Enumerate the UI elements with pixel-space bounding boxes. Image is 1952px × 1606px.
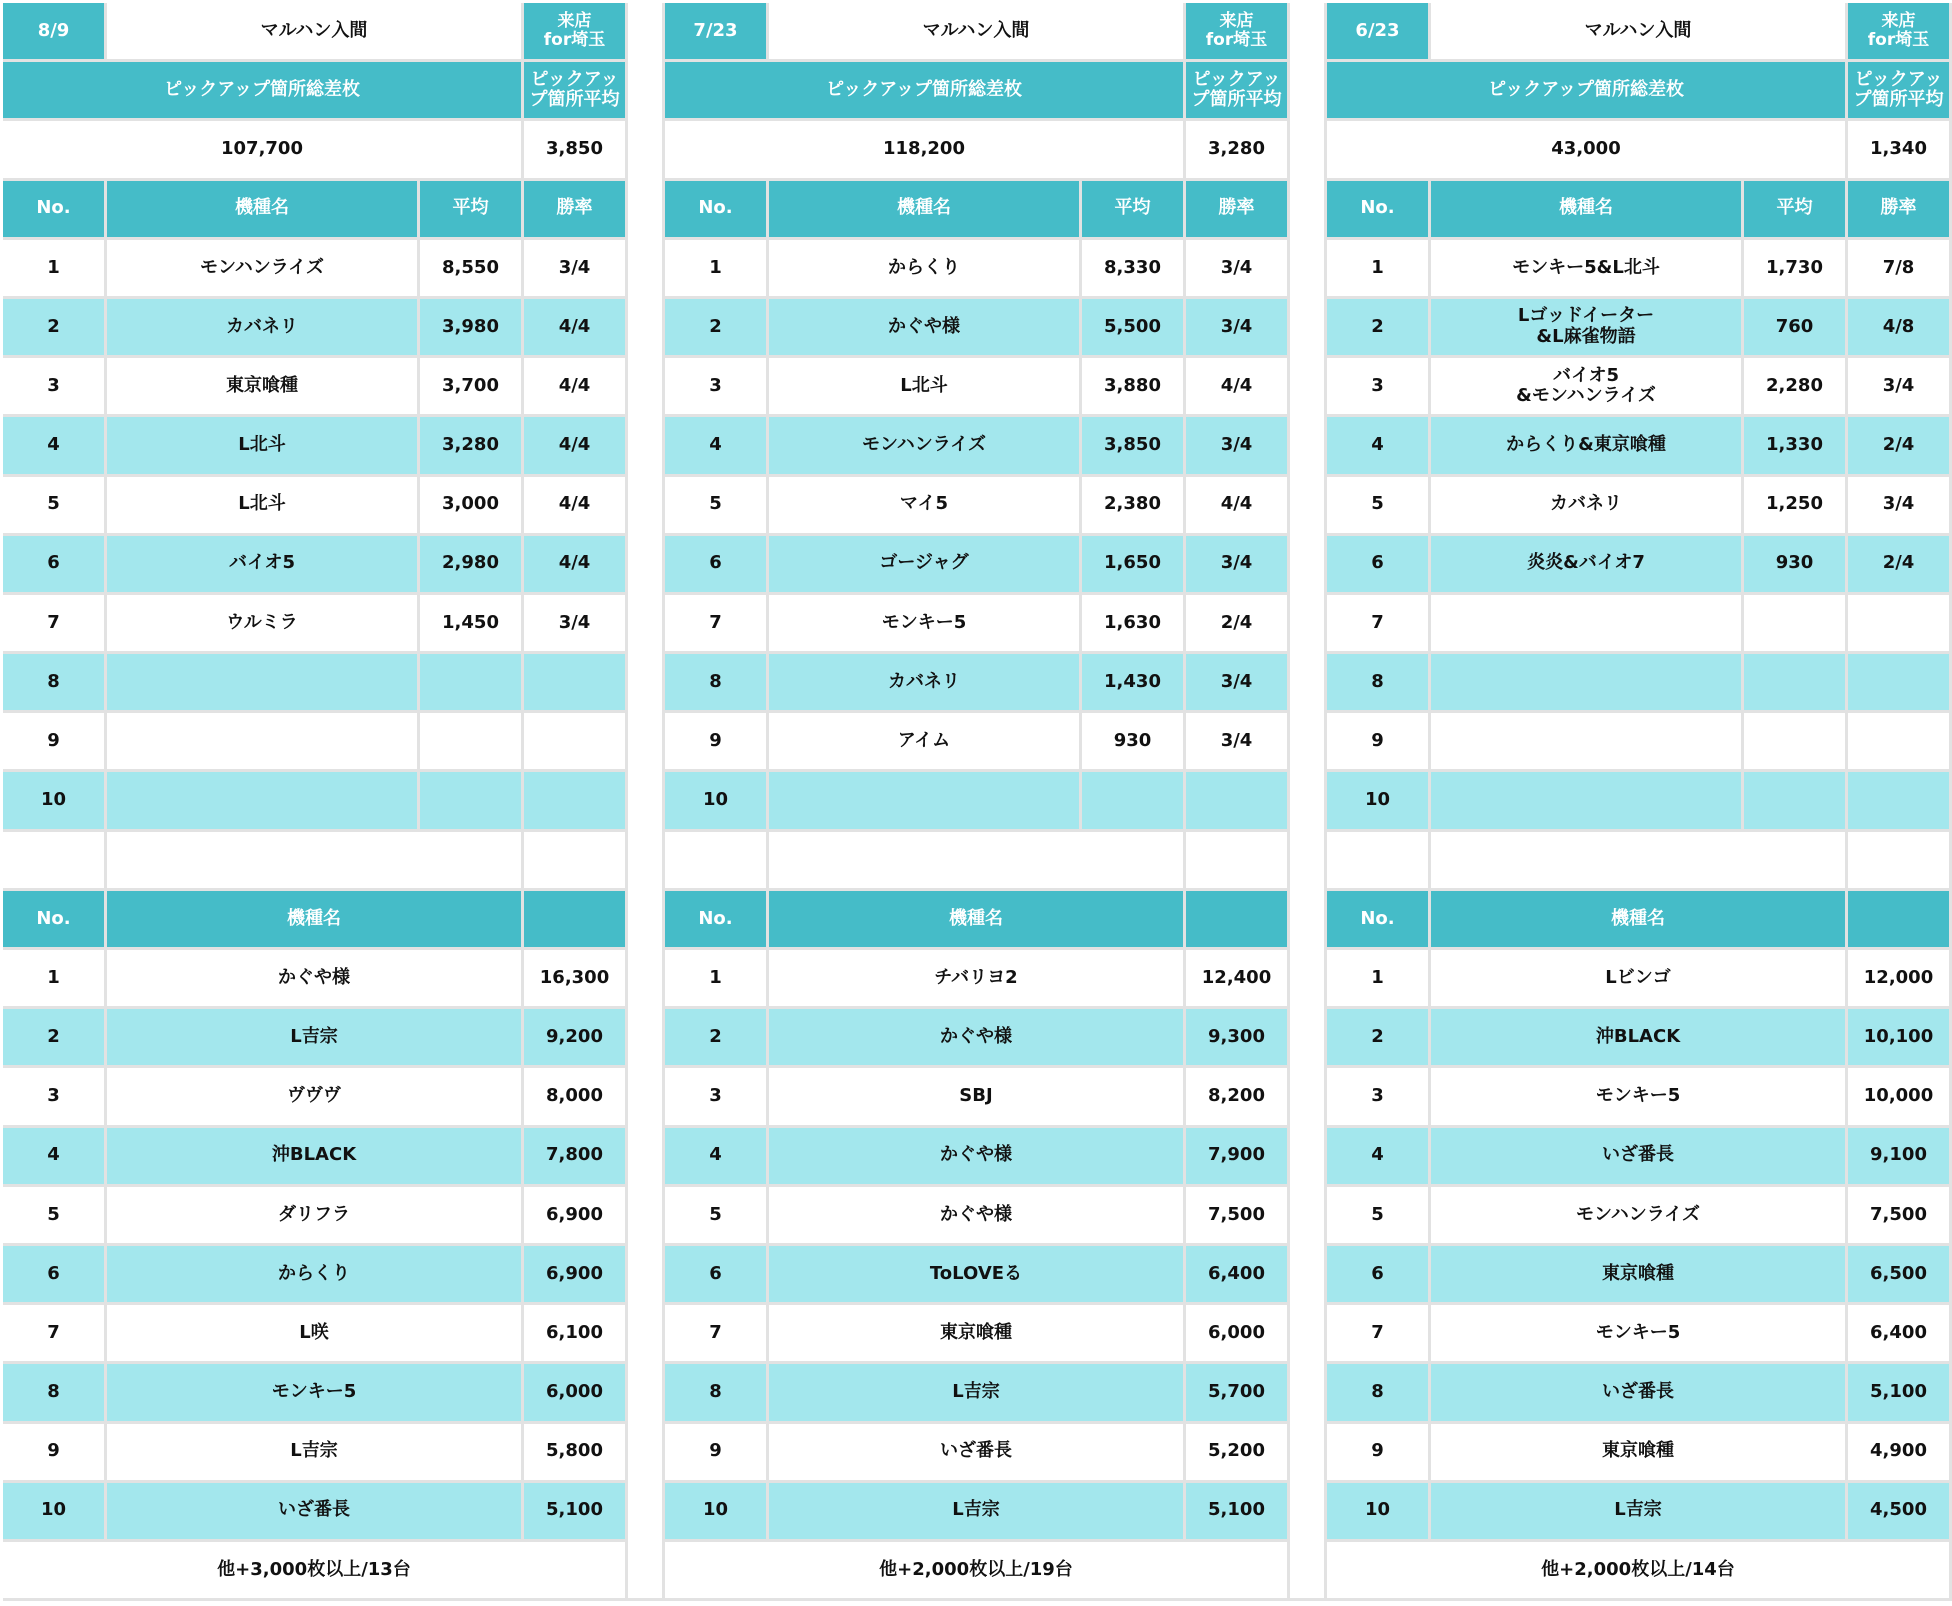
top-row-no: 1 [1327, 950, 1431, 1009]
rank-row-name: L北斗 [107, 417, 420, 476]
spacer-cell [1431, 832, 1848, 891]
panel-footer: 他+3,000枚以上/13台 [3, 1542, 628, 1601]
top-row-name: L咲 [107, 1305, 524, 1364]
rank-row-avg: 2,280 [1744, 358, 1848, 417]
top-header-value [524, 891, 628, 950]
top-row-value: 5,200 [1186, 1424, 1290, 1483]
rank-row-name [1431, 654, 1744, 713]
top-row-no: 3 [665, 1068, 769, 1127]
top-row-name: ToLOVEる [769, 1246, 1186, 1305]
top-row-name: Lビンゴ [1431, 950, 1848, 1009]
top-row-no: 6 [3, 1246, 107, 1305]
rank-row-avg: 2,980 [420, 536, 524, 595]
rank-header-name: 機種名 [769, 181, 1082, 240]
rank-row-avg [1744, 654, 1848, 713]
top-header-value [1186, 891, 1290, 950]
rank-row-avg [1744, 713, 1848, 772]
total-label: ピックアップ箇所総差枚 [1327, 62, 1848, 121]
rank-row-no: 2 [3, 299, 107, 358]
total-value: 118,200 [665, 121, 1186, 180]
rank-row-win: 4/4 [524, 358, 628, 417]
top-row-name: 沖BLACK [1431, 1009, 1848, 1068]
avg-value: 3,280 [1186, 121, 1290, 180]
spacer-cell [3, 832, 107, 891]
rank-row-no: 5 [1327, 477, 1431, 536]
rank-row-win: 3/4 [1186, 713, 1290, 772]
top-row-no: 3 [3, 1068, 107, 1127]
rank-row-avg [420, 713, 524, 772]
rank-row-win: 4/4 [524, 477, 628, 536]
rank-row-avg: 930 [1744, 536, 1848, 595]
rank-row-name: モンハンライズ [107, 240, 420, 299]
top-row-value: 6,000 [524, 1364, 628, 1423]
rank-row-no: 9 [3, 713, 107, 772]
rank-row-win: 7/8 [1848, 240, 1952, 299]
top-row-value: 9,100 [1848, 1128, 1952, 1187]
total-label: ピックアップ箇所総差枚 [3, 62, 524, 121]
top-row-value: 5,700 [1186, 1364, 1290, 1423]
top-row-name: モンキー5 [1431, 1305, 1848, 1364]
rank-header-no: No. [665, 181, 769, 240]
store-name: マルハン入間 [769, 3, 1186, 62]
top-row-name: L吉宗 [107, 1424, 524, 1483]
top-row-value: 4,500 [1848, 1483, 1952, 1542]
rank-row-avg: 1,650 [1082, 536, 1186, 595]
rank-row-avg: 1,330 [1744, 417, 1848, 476]
rank-row-no: 8 [3, 654, 107, 713]
top-row-name: モンハンライズ [1431, 1187, 1848, 1246]
spacer-cell [665, 832, 769, 891]
rank-header-no: No. [1327, 181, 1431, 240]
store-name: マルハン入間 [107, 3, 524, 62]
rank-row-no: 9 [665, 713, 769, 772]
panel-footer: 他+2,000枚以上/19台 [665, 1542, 1290, 1601]
rank-row-avg [420, 772, 524, 831]
top-row-name: からくり [107, 1246, 524, 1305]
top-row-value: 7,900 [1186, 1128, 1290, 1187]
panel-date: 6/23 [1327, 3, 1431, 62]
spacer-cell [1327, 832, 1431, 891]
total-value: 107,700 [3, 121, 524, 180]
top-row-name: L吉宗 [769, 1483, 1186, 1542]
rank-row-no: 3 [1327, 358, 1431, 417]
event-label: 来店 for埼玉 [1186, 3, 1290, 62]
top-header-name: 機種名 [1431, 891, 1848, 950]
panel-footer: 他+2,000枚以上/14台 [1327, 1542, 1952, 1601]
rank-row-win [1848, 713, 1952, 772]
spacer-cell [769, 832, 1186, 891]
rank-row-avg [1744, 595, 1848, 654]
top-row-no: 9 [1327, 1424, 1431, 1483]
rank-row-avg [1744, 772, 1848, 831]
top-row-no: 6 [665, 1246, 769, 1305]
rank-row-no: 4 [1327, 417, 1431, 476]
total-value: 43,000 [1327, 121, 1848, 180]
top-row-value: 9,200 [524, 1009, 628, 1068]
top-row-no: 2 [1327, 1009, 1431, 1068]
rank-row-name [1431, 595, 1744, 654]
top-row-name: いざ番長 [769, 1424, 1186, 1483]
rank-row-no: 4 [3, 417, 107, 476]
top-row-name: L吉宗 [769, 1364, 1186, 1423]
rank-row-no: 1 [1327, 240, 1431, 299]
top-row-value: 7,800 [524, 1128, 628, 1187]
top-row-no: 8 [1327, 1364, 1431, 1423]
top-row-value: 6,500 [1848, 1246, 1952, 1305]
rank-row-name: バイオ5 [107, 536, 420, 595]
rank-row-win: 4/4 [524, 417, 628, 476]
top-row-no: 4 [1327, 1128, 1431, 1187]
rank-row-no: 2 [1327, 299, 1431, 358]
top-row-no: 4 [665, 1128, 769, 1187]
rank-row-no: 1 [3, 240, 107, 299]
top-row-name: ダリフラ [107, 1187, 524, 1246]
top-row-name: 東京喰種 [1431, 1424, 1848, 1483]
rank-row-win: 4/4 [1186, 477, 1290, 536]
top-row-value: 6,100 [524, 1305, 628, 1364]
rank-row-win [1848, 772, 1952, 831]
panel-date: 7/23 [665, 3, 769, 62]
top-row-value: 5,100 [524, 1483, 628, 1542]
rank-row-avg: 3,700 [420, 358, 524, 417]
column-separator [1290, 3, 1327, 1601]
rank-row-avg: 930 [1082, 713, 1186, 772]
top-header-no: No. [665, 891, 769, 950]
rank-row-no: 3 [665, 358, 769, 417]
rank-row-name: カバネリ [107, 299, 420, 358]
rank-row-avg: 1,450 [420, 595, 524, 654]
top-row-name: 沖BLACK [107, 1128, 524, 1187]
rank-row-name: 東京喰種 [107, 358, 420, 417]
results-grid [3, 3, 1952, 1601]
rank-row-name: モンキー5&L北斗 [1431, 240, 1744, 299]
rank-header-avg: 平均 [420, 181, 524, 240]
top-row-name: かぐや様 [107, 950, 524, 1009]
rank-row-name: カバネリ [1431, 477, 1744, 536]
rank-row-name: Lゴッドイーター &L麻雀物語 [1431, 299, 1744, 358]
top-row-name: かぐや様 [769, 1128, 1186, 1187]
top-row-value: 4,900 [1848, 1424, 1952, 1483]
rank-row-avg [1082, 772, 1186, 831]
top-row-value: 10,000 [1848, 1068, 1952, 1127]
top-row-no: 5 [1327, 1187, 1431, 1246]
rank-row-win: 3/4 [1848, 477, 1952, 536]
rank-row-avg: 3,980 [420, 299, 524, 358]
top-row-no: 3 [1327, 1068, 1431, 1127]
rank-row-name: L北斗 [107, 477, 420, 536]
rank-row-name: からくり&東京喰種 [1431, 417, 1744, 476]
avg-value: 1,340 [1848, 121, 1952, 180]
rank-row-name [107, 713, 420, 772]
rank-row-no: 2 [665, 299, 769, 358]
avg-label: ピックアップ箇所平均 [1186, 62, 1290, 121]
rank-row-name: マイ5 [769, 477, 1082, 536]
rank-row-avg: 3,280 [420, 417, 524, 476]
rank-row-win: 4/8 [1848, 299, 1952, 358]
rank-row-win [524, 654, 628, 713]
rank-row-no: 5 [3, 477, 107, 536]
rank-header-win: 勝率 [1848, 181, 1952, 240]
rank-row-win: 2/4 [1848, 536, 1952, 595]
top-row-name: いざ番長 [107, 1483, 524, 1542]
top-row-name: ヴヴヴ [107, 1068, 524, 1127]
spacer-cell [1848, 832, 1952, 891]
rank-row-avg: 1,630 [1082, 595, 1186, 654]
rank-row-no: 1 [665, 240, 769, 299]
top-row-no: 2 [3, 1009, 107, 1068]
rank-row-win: 2/4 [1186, 595, 1290, 654]
avg-label: ピックアップ箇所平均 [524, 62, 628, 121]
rank-row-avg: 3,850 [1082, 417, 1186, 476]
top-header-value [1848, 891, 1952, 950]
top-row-value: 9,300 [1186, 1009, 1290, 1068]
rank-row-win: 3/4 [1186, 536, 1290, 595]
rank-row-win: 3/4 [1186, 240, 1290, 299]
store-name: マルハン入間 [1431, 3, 1848, 62]
total-label: ピックアップ箇所総差枚 [665, 62, 1186, 121]
top-row-value: 6,900 [524, 1246, 628, 1305]
top-row-name: かぐや様 [769, 1009, 1186, 1068]
rank-row-no: 7 [665, 595, 769, 654]
spacer-cell [524, 832, 628, 891]
rank-row-name [1431, 713, 1744, 772]
rank-header-avg: 平均 [1744, 181, 1848, 240]
rank-row-name: ゴージャグ [769, 536, 1082, 595]
panel-date: 8/9 [3, 3, 107, 62]
rank-row-win: 4/4 [1186, 358, 1290, 417]
avg-label: ピックアップ箇所平均 [1848, 62, 1952, 121]
spacer-cell [1186, 832, 1290, 891]
top-row-no: 4 [3, 1128, 107, 1187]
top-row-value: 6,400 [1848, 1305, 1952, 1364]
event-label: 来店 for埼玉 [1848, 3, 1952, 62]
top-row-value: 5,100 [1848, 1364, 1952, 1423]
top-row-no: 8 [665, 1364, 769, 1423]
top-row-value: 10,100 [1848, 1009, 1952, 1068]
top-row-value: 5,100 [1186, 1483, 1290, 1542]
top-row-no: 7 [3, 1305, 107, 1364]
top-row-value: 12,400 [1186, 950, 1290, 1009]
rank-row-name: L北斗 [769, 358, 1082, 417]
rank-row-name [1431, 772, 1744, 831]
rank-row-win [524, 772, 628, 831]
event-label: 来店 for埼玉 [524, 3, 628, 62]
top-header-name: 機種名 [107, 891, 524, 950]
rank-row-name: モンハンライズ [769, 417, 1082, 476]
top-row-no: 1 [665, 950, 769, 1009]
top-row-value: 12,000 [1848, 950, 1952, 1009]
top-header-name: 機種名 [769, 891, 1186, 950]
top-row-no: 7 [665, 1305, 769, 1364]
top-row-value: 5,800 [524, 1424, 628, 1483]
rank-row-no: 4 [665, 417, 769, 476]
rank-row-win: 3/4 [1186, 417, 1290, 476]
top-row-no: 5 [3, 1187, 107, 1246]
rank-row-win: 3/4 [1848, 358, 1952, 417]
top-row-name: かぐや様 [769, 1187, 1186, 1246]
rank-row-name [107, 654, 420, 713]
rank-row-no: 3 [3, 358, 107, 417]
rank-row-name: モンキー5 [769, 595, 1082, 654]
top-row-value: 7,500 [1186, 1187, 1290, 1246]
top-row-name: モンキー5 [107, 1364, 524, 1423]
top-row-name: いざ番長 [1431, 1128, 1848, 1187]
top-row-value: 6,000 [1186, 1305, 1290, 1364]
rank-row-avg: 3,000 [420, 477, 524, 536]
spacer-cell [107, 832, 524, 891]
top-row-no: 9 [3, 1424, 107, 1483]
rank-row-avg: 3,880 [1082, 358, 1186, 417]
rank-row-avg: 2,380 [1082, 477, 1186, 536]
rank-row-avg: 8,330 [1082, 240, 1186, 299]
rank-header-win: 勝率 [1186, 181, 1290, 240]
top-row-name: L吉宗 [107, 1009, 524, 1068]
rank-row-win [1848, 595, 1952, 654]
top-row-value: 16,300 [524, 950, 628, 1009]
rank-row-no: 8 [1327, 654, 1431, 713]
rank-row-win: 3/4 [1186, 654, 1290, 713]
rank-row-name [107, 772, 420, 831]
rank-row-win [1848, 654, 1952, 713]
top-row-value: 8,000 [524, 1068, 628, 1127]
top-row-no: 10 [1327, 1483, 1431, 1542]
rank-row-name: からくり [769, 240, 1082, 299]
top-row-no: 10 [3, 1483, 107, 1542]
rank-row-name: 炎炎&バイオ7 [1431, 536, 1744, 595]
top-row-name: いざ番長 [1431, 1364, 1848, 1423]
rank-row-no: 5 [665, 477, 769, 536]
top-header-no: No. [1327, 891, 1431, 950]
top-row-value: 6,400 [1186, 1246, 1290, 1305]
rank-header-win: 勝率 [524, 181, 628, 240]
rank-header-name: 機種名 [1431, 181, 1744, 240]
top-row-no: 7 [1327, 1305, 1431, 1364]
rank-row-name: アイム [769, 713, 1082, 772]
rank-header-no: No. [3, 181, 107, 240]
top-row-name: SBJ [769, 1068, 1186, 1127]
rank-row-no: 7 [1327, 595, 1431, 654]
top-row-name: モンキー5 [1431, 1068, 1848, 1127]
rank-row-avg: 1,730 [1744, 240, 1848, 299]
rank-row-name: ウルミラ [107, 595, 420, 654]
top-row-no: 8 [3, 1364, 107, 1423]
rank-row-win: 4/4 [524, 536, 628, 595]
top-row-no: 5 [665, 1187, 769, 1246]
rank-row-no: 6 [1327, 536, 1431, 595]
rank-row-name [769, 772, 1082, 831]
rank-row-win [1186, 772, 1290, 831]
column-separator [628, 3, 665, 1601]
rank-row-avg [420, 654, 524, 713]
rank-row-win: 3/4 [524, 595, 628, 654]
rank-row-no: 10 [3, 772, 107, 831]
top-row-name: チバリヨ2 [769, 950, 1186, 1009]
top-row-name: L吉宗 [1431, 1483, 1848, 1542]
rank-row-win: 2/4 [1848, 417, 1952, 476]
rank-row-win: 3/4 [524, 240, 628, 299]
top-row-no: 9 [665, 1424, 769, 1483]
top-row-value: 8,200 [1186, 1068, 1290, 1127]
rank-row-name: カバネリ [769, 654, 1082, 713]
top-header-no: No. [3, 891, 107, 950]
top-row-no: 2 [665, 1009, 769, 1068]
rank-row-no: 7 [3, 595, 107, 654]
rank-row-no: 10 [665, 772, 769, 831]
rank-header-avg: 平均 [1082, 181, 1186, 240]
top-row-name: 東京喰種 [769, 1305, 1186, 1364]
rank-row-win [524, 713, 628, 772]
rank-row-no: 8 [665, 654, 769, 713]
rank-row-win: 3/4 [1186, 299, 1290, 358]
top-row-no: 1 [3, 950, 107, 1009]
avg-value: 3,850 [524, 121, 628, 180]
rank-row-avg: 760 [1744, 299, 1848, 358]
top-row-name: 東京喰種 [1431, 1246, 1848, 1305]
rank-row-no: 9 [1327, 713, 1431, 772]
rank-row-no: 6 [3, 536, 107, 595]
top-row-value: 6,900 [524, 1187, 628, 1246]
rank-row-name: バイオ5 &モンハンライズ [1431, 358, 1744, 417]
rank-row-avg: 8,550 [420, 240, 524, 299]
rank-row-name: かぐや様 [769, 299, 1082, 358]
rank-row-no: 10 [1327, 772, 1431, 831]
rank-row-win: 4/4 [524, 299, 628, 358]
rank-row-avg: 1,430 [1082, 654, 1186, 713]
rank-row-avg: 1,250 [1744, 477, 1848, 536]
top-row-no: 10 [665, 1483, 769, 1542]
rank-row-no: 6 [665, 536, 769, 595]
top-row-no: 6 [1327, 1246, 1431, 1305]
rank-header-name: 機種名 [107, 181, 420, 240]
top-row-value: 7,500 [1848, 1187, 1952, 1246]
rank-row-avg: 5,500 [1082, 299, 1186, 358]
